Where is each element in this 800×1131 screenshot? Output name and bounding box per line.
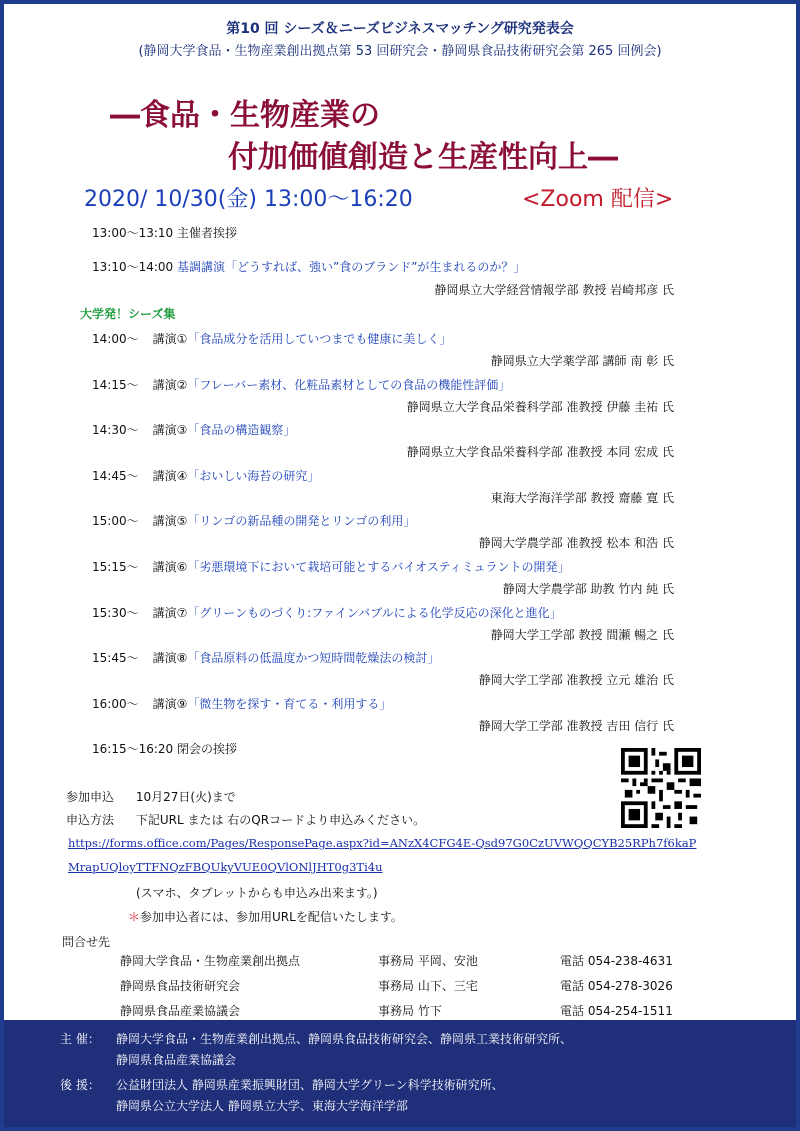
registration-url-line2[interactable]: MrapUQloyTTFNQzFBQUkyVUE0QVlONlJHT0g3Ti4u (68, 860, 383, 874)
talk-time: 14:30〜 (92, 423, 139, 438)
talk-number: 講演③ (152, 423, 188, 438)
talk-number: 講演④ (152, 468, 188, 483)
url-delivery-text: 参加申込者には、参加用URLを配信いたします。 (140, 910, 403, 924)
contact-org: 静岡県食品技術研究会 (120, 979, 241, 993)
contact-tel: 電話 054-254-1511 (560, 1004, 673, 1018)
url-delivery-note (128, 908, 403, 925)
support-line1: 公益財団法人 静岡県産業振興財団、静岡大学グリーン科学技術研究所、 (116, 1078, 504, 1092)
talk-speaker: 静岡大学工学部 准教授 立元 雄治 氏 (478, 673, 674, 688)
talk-speaker: 静岡県立大学食品栄養科学部 准教授 本同 宏成 氏 (406, 445, 674, 460)
keynote-title: 基調講演「どうすれば、強い”食のブランド”が生まれるのか？」 (177, 260, 526, 274)
talk-number: 講演⑧ (152, 651, 188, 666)
main-title-line1: ―食品・生物産業の (110, 98, 380, 133)
talk-time: 16:00〜 (92, 696, 139, 711)
talk-number: 講演① (152, 332, 188, 346)
zoom-label: <Zoom 配信> (522, 187, 674, 212)
keynote-time: 13:10〜14:00 (92, 260, 174, 274)
talk-time: 14:45〜 (92, 468, 139, 483)
opening-remarks: 13:00〜13:10 主催者挨拶 (92, 226, 237, 240)
talk-time: 14:15〜 (92, 377, 139, 392)
talk-speaker: 静岡大学工学部 准教授 吉田 信行 氏 (478, 718, 674, 733)
contact-office: 事務局 竹下 (378, 1004, 442, 1018)
event-name: 第10 回 シーズ＆ニーズビジネスマッチング研究発表会 (226, 21, 574, 37)
method-label: 申込方法 (66, 813, 115, 827)
talk-number: 講演⑨ (152, 696, 188, 711)
talk-title: 「フレーバー素材、化粧品素材としての食品の機能性評価」 (187, 377, 511, 392)
host-line2: 静岡県食品産業協議会 (116, 1053, 237, 1067)
closing-remarks: 16:15〜16:20 閉会の挨拶 (92, 742, 237, 756)
talk-number: 講演⑥ (152, 560, 188, 574)
talk-title: 「微生物を探す・育てる・利用する」 (187, 696, 392, 711)
event-subtitle: (静岡大学食品・生物産業創出拠点第 53 回研究会・静岡県食品技術研究会第 265 回例会) (138, 44, 662, 59)
talk-row (92, 512, 415, 529)
talk-title: 「食品成分を活用していつまでも健康に美しく」 (187, 332, 452, 346)
talk-row (92, 558, 569, 575)
talk-number: 講演② (152, 377, 188, 392)
talk-row (92, 421, 295, 438)
talk-title: 「おいしい海苔の研究」 (187, 468, 320, 483)
talk-speaker: 静岡大学農学部 助教 竹内 純 氏 (502, 582, 674, 596)
contact-tel: 電話 054-238-4631 (560, 954, 673, 968)
talk-title: 「食品の構造観察」 (187, 423, 296, 438)
event-date: 2020/ 10/30(金) 13:00〜16:20 (84, 187, 413, 212)
host-line1: 静岡大学食品・生物産業創出拠点、静岡県食品技術研究会、静岡県工業技術研究所、 (116, 1032, 573, 1046)
method-value: 下記URL または 右のQRコードより申込みください。 (135, 813, 426, 827)
section-label: 大学発！シーズ集 (80, 307, 176, 321)
qr-code-icon[interactable] (621, 748, 701, 828)
talk-row (92, 467, 319, 484)
talk-title: 「食品原料の低温度かつ短時間乾燥法の検討」 (187, 651, 440, 666)
registration-url-line1[interactable]: https://forms.office.com/Pages/ResponsePage.aspx?id=ANzX4CFG4E-Qsd97G0CzUVWQQCYB25RPh7f6kaP (68, 836, 697, 850)
talk-speaker: 静岡大学農学部 准教授 松本 和浩 氏 (478, 536, 674, 551)
device-note: (スマホ、タブレットからも申込み出来ます。) (136, 886, 378, 900)
talk-number: 講演⑦ (152, 605, 188, 620)
contact-label: 問合せ先 (62, 935, 111, 949)
keynote-speaker: 静岡県立大学経営情報学部 教授 岩崎邦彦 氏 (434, 283, 674, 297)
talk-row (92, 695, 391, 712)
talk-time: 15:00〜 (92, 514, 139, 529)
organizer-footer (4, 1020, 796, 1127)
talk-speaker: 東海大学海洋学部 教授 齋藤 寛 氏 (490, 490, 674, 505)
asterisk-mark: ＊ (128, 910, 141, 924)
contact-org: 静岡県食品産業協議会 (120, 1004, 241, 1018)
talk-time: 15:45〜 (92, 651, 139, 666)
contact-office: 事務局 山下、三宅 (378, 979, 478, 993)
contact-org: 静岡大学食品・生物産業創出拠点 (120, 954, 301, 968)
support-line2: 静岡県公立大学法人 静岡県立大学、東海大学海洋学部 (116, 1099, 408, 1113)
talk-number: 講演⑤ (152, 514, 188, 529)
method-row (66, 811, 425, 828)
talk-row (92, 376, 510, 393)
deadline-label: 参加申込 (66, 790, 115, 804)
talk-time: 15:30〜 (92, 605, 139, 620)
deadline-value: 10月27日(火)まで (135, 790, 236, 804)
talk-speaker: 静岡大学工学部 教授 間瀬 暢之 氏 (490, 627, 674, 642)
keynote (92, 258, 525, 275)
talk-time: 14:00〜 (92, 332, 139, 346)
talk-title: 「リンゴの新品種の開発とリンゴの利用」 (187, 514, 416, 529)
deadline-row (66, 788, 236, 805)
main-title-line2: 付加価値創造と生産性向上― (228, 140, 618, 175)
talk-speaker: 静岡県立大学食品栄養科学部 准教授 伊藤 圭祐 氏 (406, 399, 674, 414)
talk-row (92, 330, 451, 347)
support-label: 後 援： (60, 1078, 100, 1092)
talk-title: 「グリーンものづくり:ファインバブルによる化学反応の深化と進化」 (187, 605, 562, 620)
talk-row (92, 604, 562, 621)
talk-row (92, 649, 439, 666)
talk-title: 「劣悪環境下において栽培可能とするバイオスティミュラントの開発」 (187, 560, 570, 574)
host-label: 主 催： (60, 1032, 100, 1046)
talk-time: 15:15〜 (92, 560, 139, 574)
contact-tel: 電話 054-278-3026 (560, 979, 673, 993)
talk-speaker: 静岡県立大学薬学部 講師 南 彰 氏 (490, 354, 674, 368)
contact-office: 事務局 平岡、安池 (378, 954, 478, 968)
